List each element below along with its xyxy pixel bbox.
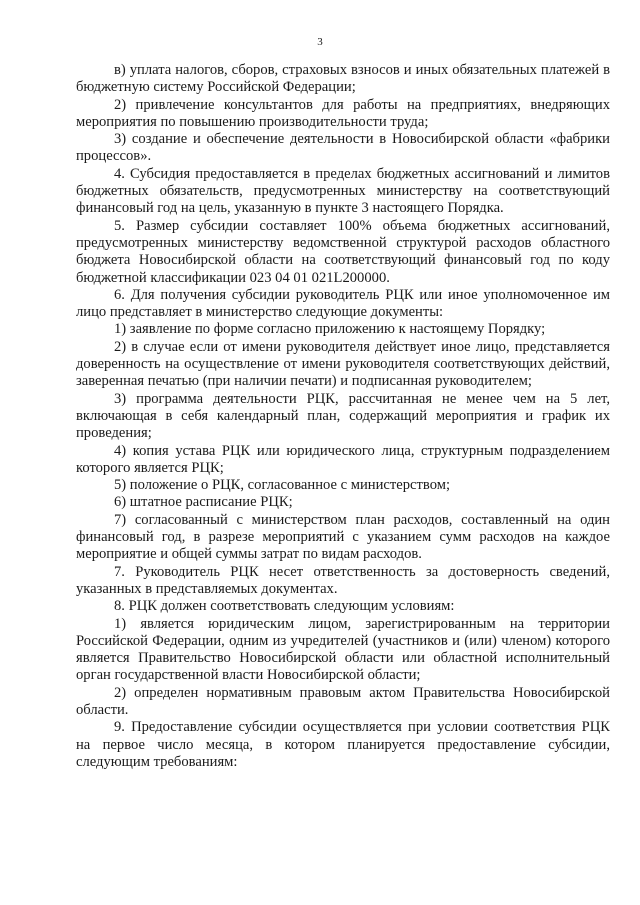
paragraph-5-subsidy-size: 5. Размер субсидии составляет 100% объема бюджетных ассигнований, предусмотренных министерству ведомственной структурой расходов областного бюджета Новосибирской области на соответствующий финансовый год по коду бюджетной классификации 023 04 01 021L200000.: [76, 217, 610, 286]
paragraph-6-documents: 6. Для получения субсидии руководитель РЦК или иное уполномоченное им лицо представляет в министерство следующие документы:: [76, 286, 610, 321]
paragraph-6-4-charter: 4) копия устава РЦК или юридического лица, структурным подразделением которого является РЦК;: [76, 442, 610, 476]
paragraph-9-requirements: 9. Предоставление субсидии осуществляется при условии соответствия РЦК на первое число месяца, в котором планируется предоставление субсидии, следующим требованиям:: [76, 719, 610, 770]
paragraph-6-1-application: 1) заявление по форме согласно приложению к настоящему Порядку;: [114, 321, 546, 338]
paragraph-3v-taxes: в) уплата налогов, сборов, страховых взносов и иных обязательных платежей в бюджетную систему Российской Федерации;: [76, 62, 610, 96]
paragraph-8-conditions: 8. РЦК должен соответствовать следующим условиям:: [114, 598, 455, 615]
paragraph-4-subsidy-limits: 4. Субсидия предоставляется в пределах бюджетных ассигнований и лимитов бюджетных обязательств, предусмотренных министерству на соответствующий финансовый год на цель, указанную в пункте 3 настоящего Порядка.: [76, 165, 610, 217]
paragraph-8-2-normative-act: 2) определен нормативным правовым актом Правительства Новосибирской области.: [76, 684, 610, 718]
paragraph-6-6-staff-schedule: 6) штатное расписание РЦК;: [114, 494, 293, 511]
paragraph-6-7-expense-plan: 7) согласованный с министерством план расходов, составленный на один финансовый год, в разрезе мероприятий с указанием сумм расходов на каждое мероприятие и общей суммы затрат по видам расходов.: [76, 511, 610, 563]
page-number: 3: [317, 36, 323, 48]
paragraph-6-3-program: 3) программа деятельности РЦК, рассчитанная не менее чем на 5 лет, включающая в себя календарный план, содержащий мероприятия и график их проведения;: [76, 390, 610, 442]
paragraph-3-2-consultants: 2) привлечение консультантов для работы на предприятиях, внедряющих мероприятия по повышению производительности труда;: [76, 96, 610, 130]
document-body: [76, 62, 610, 771]
paragraph-7-responsibility: 7. Руководитель РЦК несет ответственность за достоверность сведений, указанных в представляемых документах.: [76, 563, 610, 597]
paragraph-6-5-regulation: 5) положение о РЦК, согласованное с министерством;: [114, 477, 451, 494]
paragraph-8-1-legal-entity: 1) является юридическим лицом, зарегистрированным на территории Российской Федерации, одним из учредителей (участников и (или) членом) которого является Правительство Новосибирской области или областной исполнительный орган государственной власти Новосибирской области;: [76, 615, 610, 684]
paragraph-6-2-power-of-attorney: 2) в случае если от имени руководителя действует иное лицо, представляется доверенность на осуществление от имени руководителя соответствующих действий, заверенная печатью (при наличии печати) и подписанная руководителем;: [76, 338, 610, 390]
paragraph-3-3-process-factory: 3) создание и обеспечение деятельности в Новосибирской области «фабрики процессов».: [76, 131, 610, 165]
